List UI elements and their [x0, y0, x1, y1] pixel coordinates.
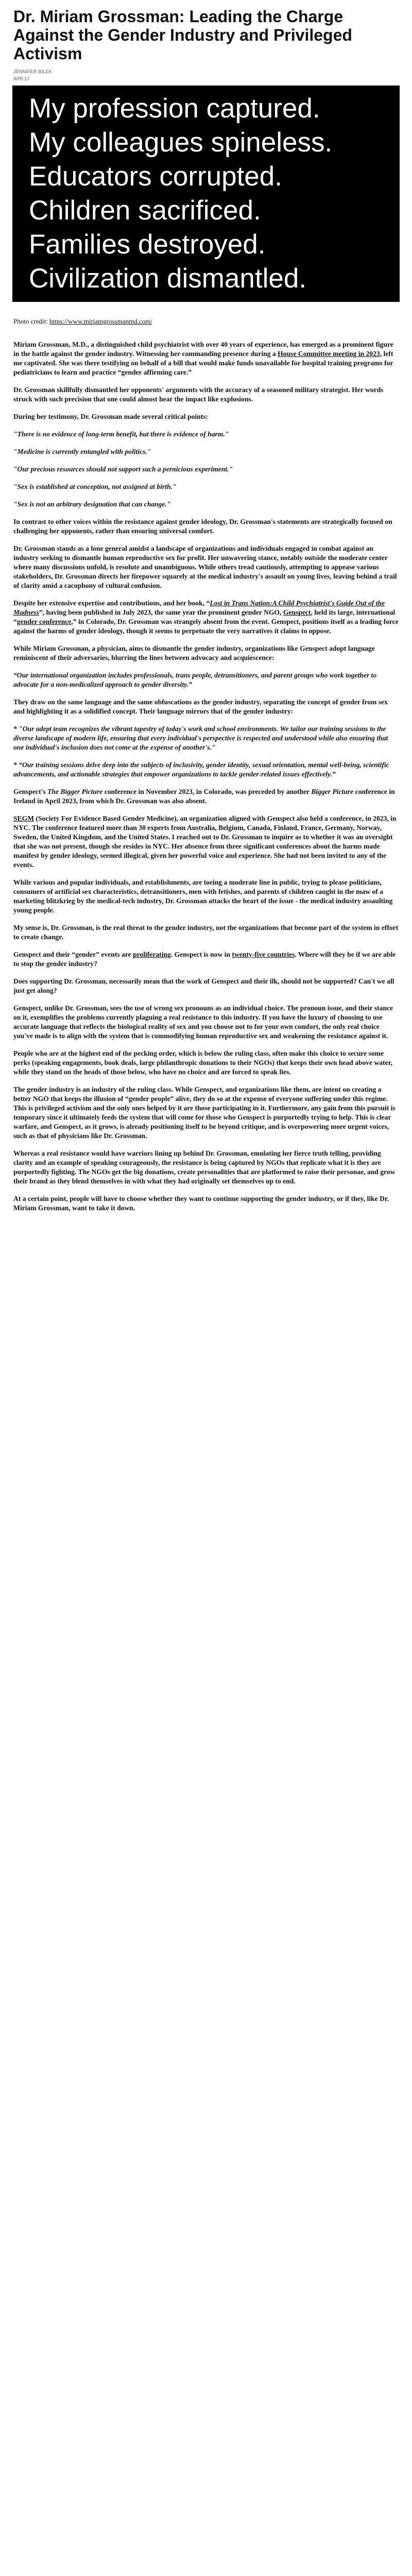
author-name[interactable]: JENNIFER BILEK	[13, 69, 52, 74]
paragraph-text: Genspect, unlike Dr. Grossman, sees the use of wrong sex pronouns as an individual choice. The pronoun issue, and their stance on it, exemplifies the problems currently plaguing a real resistance to this industry. If you have the luxury of choosing to use accurate language that reflects the biological reality of sex and you choose not to for your own comfort, the only real choice you've made is to align with the system that is commodifying human reproductive sex and weakening the resistance against it.	[13, 1004, 393, 1040]
paragraph-text: At a certain point, people will have to choose whether they want to continue supporting the gender industry, or if they, like Dr. Miriam Grossman, want to take it down.	[13, 1195, 389, 1212]
paragraph-text: Whereas a real resistance would have warriors lining up behind Dr. Grossman, emulating her fierce truth telling, providing clarity and an example of speaking courageously, the resistance is being captured by NGOs that replicate what it is they are purportedly fighting. The NGOs get the big donations, create personalities that are platformed to raise their personae, and grow their brand as they blend themselves in with what they had originally set themselves up to end.	[13, 1149, 396, 1185]
paragraph-text: * “Our training sessions delve deep into the subjects of inclusivity, gender identity, sexual orientation, mental well-being, scientific advancements, and actionable strategies that empower organizations to tackle gender-related issues effectively.”	[13, 761, 389, 778]
publish-date: APR 17	[13, 76, 30, 81]
paragraph-text: . Where will they be if we are able to stop the gender industry?	[13, 951, 396, 968]
paragraph-text: Genspect and their “gender” events are	[13, 951, 133, 958]
paragraph	[13, 385, 399, 404]
inline-link[interactable]: Genspect	[283, 608, 311, 616]
paragraph	[13, 878, 399, 915]
paragraph-text: Bigger Picture	[311, 788, 354, 795]
paragraph	[13, 814, 399, 870]
paragraph-text: , left me captivated. She was there testifying on behalf of a bill that would make funds unavailable for hospital training programs for pediatricians to learn and practice “gender affirming care.”	[13, 350, 393, 376]
photo-credit-link[interactable]: https://www.miriamgrossmanmd.com/	[49, 317, 152, 325]
paragraph	[13, 517, 399, 536]
paragraph-text: In contrast to other voices within the resistance against gender ideology, Dr. Grossman's statements are strategically focused on challenging her opponents, rather than ensuring universal comfort.	[13, 518, 392, 535]
paragraph-text: My sense is, Dr. Grossman, is the real threat to the gender industry, not the organizations that become part of the system in effort to create change.	[13, 924, 399, 941]
paragraph	[13, 447, 399, 456]
paragraph-text: “Our international organization includes professionals, trans people, detransitioners, and parent groups who work together to advocate for a non-medicalized approach to gender diversity.”	[13, 671, 377, 688]
hero-line: Families destroyed.	[29, 229, 266, 260]
paragraph-text: ”, having been published in July 2023, the same year the prominent gender NGO,	[39, 608, 283, 616]
paragraph	[13, 544, 399, 590]
inline-link[interactable]: gender conference	[16, 618, 72, 625]
paragraph	[13, 787, 399, 806]
paragraph-text: conference in November 2023, in Colorado, was preceded by another	[102, 788, 312, 795]
paragraph-text: "Medicine is currently entangled with politics."	[13, 448, 151, 455]
paragraph-text: ,” in Colorado, Dr. Grossman was strangely absent from the event. Genspect, positions itself as a leading force against the harms of gender ideology, though it seems to perpetuate the very narratives it claims to oppose.	[13, 618, 399, 635]
paragraph	[13, 950, 399, 969]
paragraph	[13, 1085, 399, 1141]
paragraph	[13, 340, 399, 377]
paragraph-text: conference in Ireland in April 2023, from which Dr. Grossman was also absent.	[13, 788, 395, 805]
paragraph-text: "There is no evidence of long-term benefit, but there is evidence of harm."	[13, 430, 229, 438]
paragraph-text: "Our precious resources should not support such a pernicious experiment."	[13, 465, 233, 473]
paragraph-text: While various and popular individuals, and establishments, are toeing a moderate line in public, trying to please politicians, consumers of artificial sex characteristics, detransitioners, men with fetishes, and parents of children caught in the maw of a marketing blitzkrieg by the medical-tech industry, Dr. Grossman attacks the heart of the issue - the medical industry assaulting young people.	[13, 878, 393, 914]
paragraph	[13, 698, 399, 716]
inline-link[interactable]: SEGM	[13, 815, 35, 822]
paragraph	[13, 1194, 399, 1213]
article-body	[13, 340, 399, 1221]
paragraph	[13, 482, 399, 492]
paragraph	[13, 760, 399, 779]
paragraph	[13, 1049, 399, 1077]
paragraph-text: The gender industry is an industry of the ruling class. While Genspect, and organizations like them, are intent on creating a better NGO that keeps the illusion of “gender people” alive, they do so at the expense of everyone suffering under this regime. This is privileged activism and the only ones helped by it are those participating in it. Furthermore, any gain from this pursuit is temporary since it ultimately feeds the system that will come for those who Genspect is purportedly trying to help. This is clear warfare, and Genspect, as it grows, is already positioning itself to be beyond critique, and is overpowering more urgent voices, such as that of physicians like Dr. Grossman.	[13, 1086, 396, 1140]
paragraph	[13, 644, 399, 663]
paragraph-text: "Sex is established at conception, not assigned at birth."	[13, 483, 177, 490]
hero-line: My profession captured.	[29, 93, 320, 124]
paragraph-text: * "Our adept team recognizes the vibrant tapestry of today's work and school environments. We tailor our training sessions to the diverse landscape of modern life, ensuring that every individual's perspective is respected and understood while also ensuring that one individual's inclusion does not come at the expense of another's."	[13, 725, 388, 751]
paragraph-text: While Miriam Grossman, a physician, aims to dismantle the gender industry, organizations like Genspect adopt language reminiscent of their adversaries, blurring the lines between advocacy and acquiescence:	[13, 645, 375, 662]
paragraph	[13, 671, 399, 689]
paragraph-text: , held its large, international “	[13, 608, 396, 625]
paragraph-text: During her testimony, Dr. Grossman made several critical points:	[13, 413, 209, 420]
hero-line: Civilization dismantled.	[29, 263, 307, 294]
paragraph-text: Dr. Grossman skillfully dismantled her opponents' arguments with the accuracy of a seasoned military strategist. Her words struck with such precision that one could almost hear the impact like explosions.	[13, 386, 384, 403]
paragraph	[13, 412, 399, 421]
paragraph-text: "Sex is not an arbitrary designation that can change."	[13, 500, 171, 508]
paragraph	[13, 500, 399, 509]
hero-line: Educators corrupted.	[29, 161, 282, 192]
hero-line: My colleagues spineless.	[29, 127, 333, 158]
photo-credit	[13, 317, 152, 326]
paragraph-text: Does supporting Dr. Grossman, necessarily mean that the work of Genspect and their ilk, should not be supported? Can't we all just get along?	[13, 977, 394, 994]
paragraph	[13, 977, 399, 995]
paragraph-text: Despite her extensive expertise and contributions, and her book, “	[13, 599, 210, 607]
paragraph	[13, 923, 399, 942]
paragraph	[13, 465, 399, 474]
article-title: Dr. Miriam Grossman: Leading the Charge Against the Gender Industry and Privileged Activism	[13, 7, 352, 63]
paragraph-text: People who are at the highest end of the pecking order, which is below the ruling class, often make this choice to secure some perks (speaking engagements, book deals, large philanthropic donations to their NGOs) that keeps their own head above water, while they stand on the heads of those below, who have no choice and are forced to speak lies.	[13, 1049, 392, 1076]
inline-link[interactable]: twenty-five countries	[232, 951, 295, 958]
article-header	[13, 7, 400, 81]
paragraph	[13, 1149, 399, 1186]
inline-link[interactable]: Lost in Trans Nation:A Child Psychiatrist's Guide Out of the Madness	[13, 599, 385, 616]
paragraph-text: Dr. Grossman stands as a lone general amidst a landscape of organizations and individuals engaged in combat against an industry seeking to dismantle human reproductive sex for profit. Her unwavering stance, notably outside the moderate center where many discussions unfold, is resolute and unambiguous. While others tread cautiously, attempting to appease various stakeholders, Dr. Grossman directs her firepower squarely at the medical industry's assault on young lives, leaving behind a trail of clarity amid a cacophony of cultural confusion.	[13, 545, 397, 589]
inline-link[interactable]: House Committee meeting in 2023	[278, 350, 380, 358]
paragraph-text: Miriam Grossman, M.D., a distinguished child psychiatrist with over 40 years of experience, has emerged as a prominent figure in the battle against the gender industry. Witnessing her commanding presence during a	[13, 341, 393, 358]
paragraph	[13, 430, 399, 439]
hero-image[interactable]	[12, 86, 400, 302]
paragraph	[13, 1004, 399, 1041]
photo-credit-label: Photo credit:	[13, 317, 50, 325]
paragraph-text: Genspect's	[13, 788, 48, 795]
paragraph	[13, 599, 399, 636]
inline-link[interactable]: proliferating	[133, 951, 171, 958]
hero-line: Children sacrificed.	[29, 195, 261, 226]
paragraph-text: (Society For Evidence Based Gender Medicine), an organization aligned with Genspect also held a conference, in 2023, in NYC. The conference featured more than 30 experts from Australia, Belgium, Canada, Finland, France, Germany, Norway, Sweden, the United Kingdom, and the United States. I reached out to Dr. Grossman to inquire as to whether it was an oversight that she was not present, though she resides in NYC. Her absence from three significant conferences about the harms made manifest by gender ideology, seemed illogical, given her powerful voice and experience. She had not been invited to any of the events.	[13, 815, 397, 869]
paragraph-text: The Bigger Picture	[47, 788, 103, 795]
paragraph	[13, 724, 399, 752]
paragraph-text: . Genspect is now in	[170, 951, 232, 958]
paragraph-text: They draw on the same language and the same obfuscations as the gender industry, separating the concept of gender from sex and highlighting it as a solidified concept. Their language mirrors that of the gender industry:	[13, 698, 388, 715]
